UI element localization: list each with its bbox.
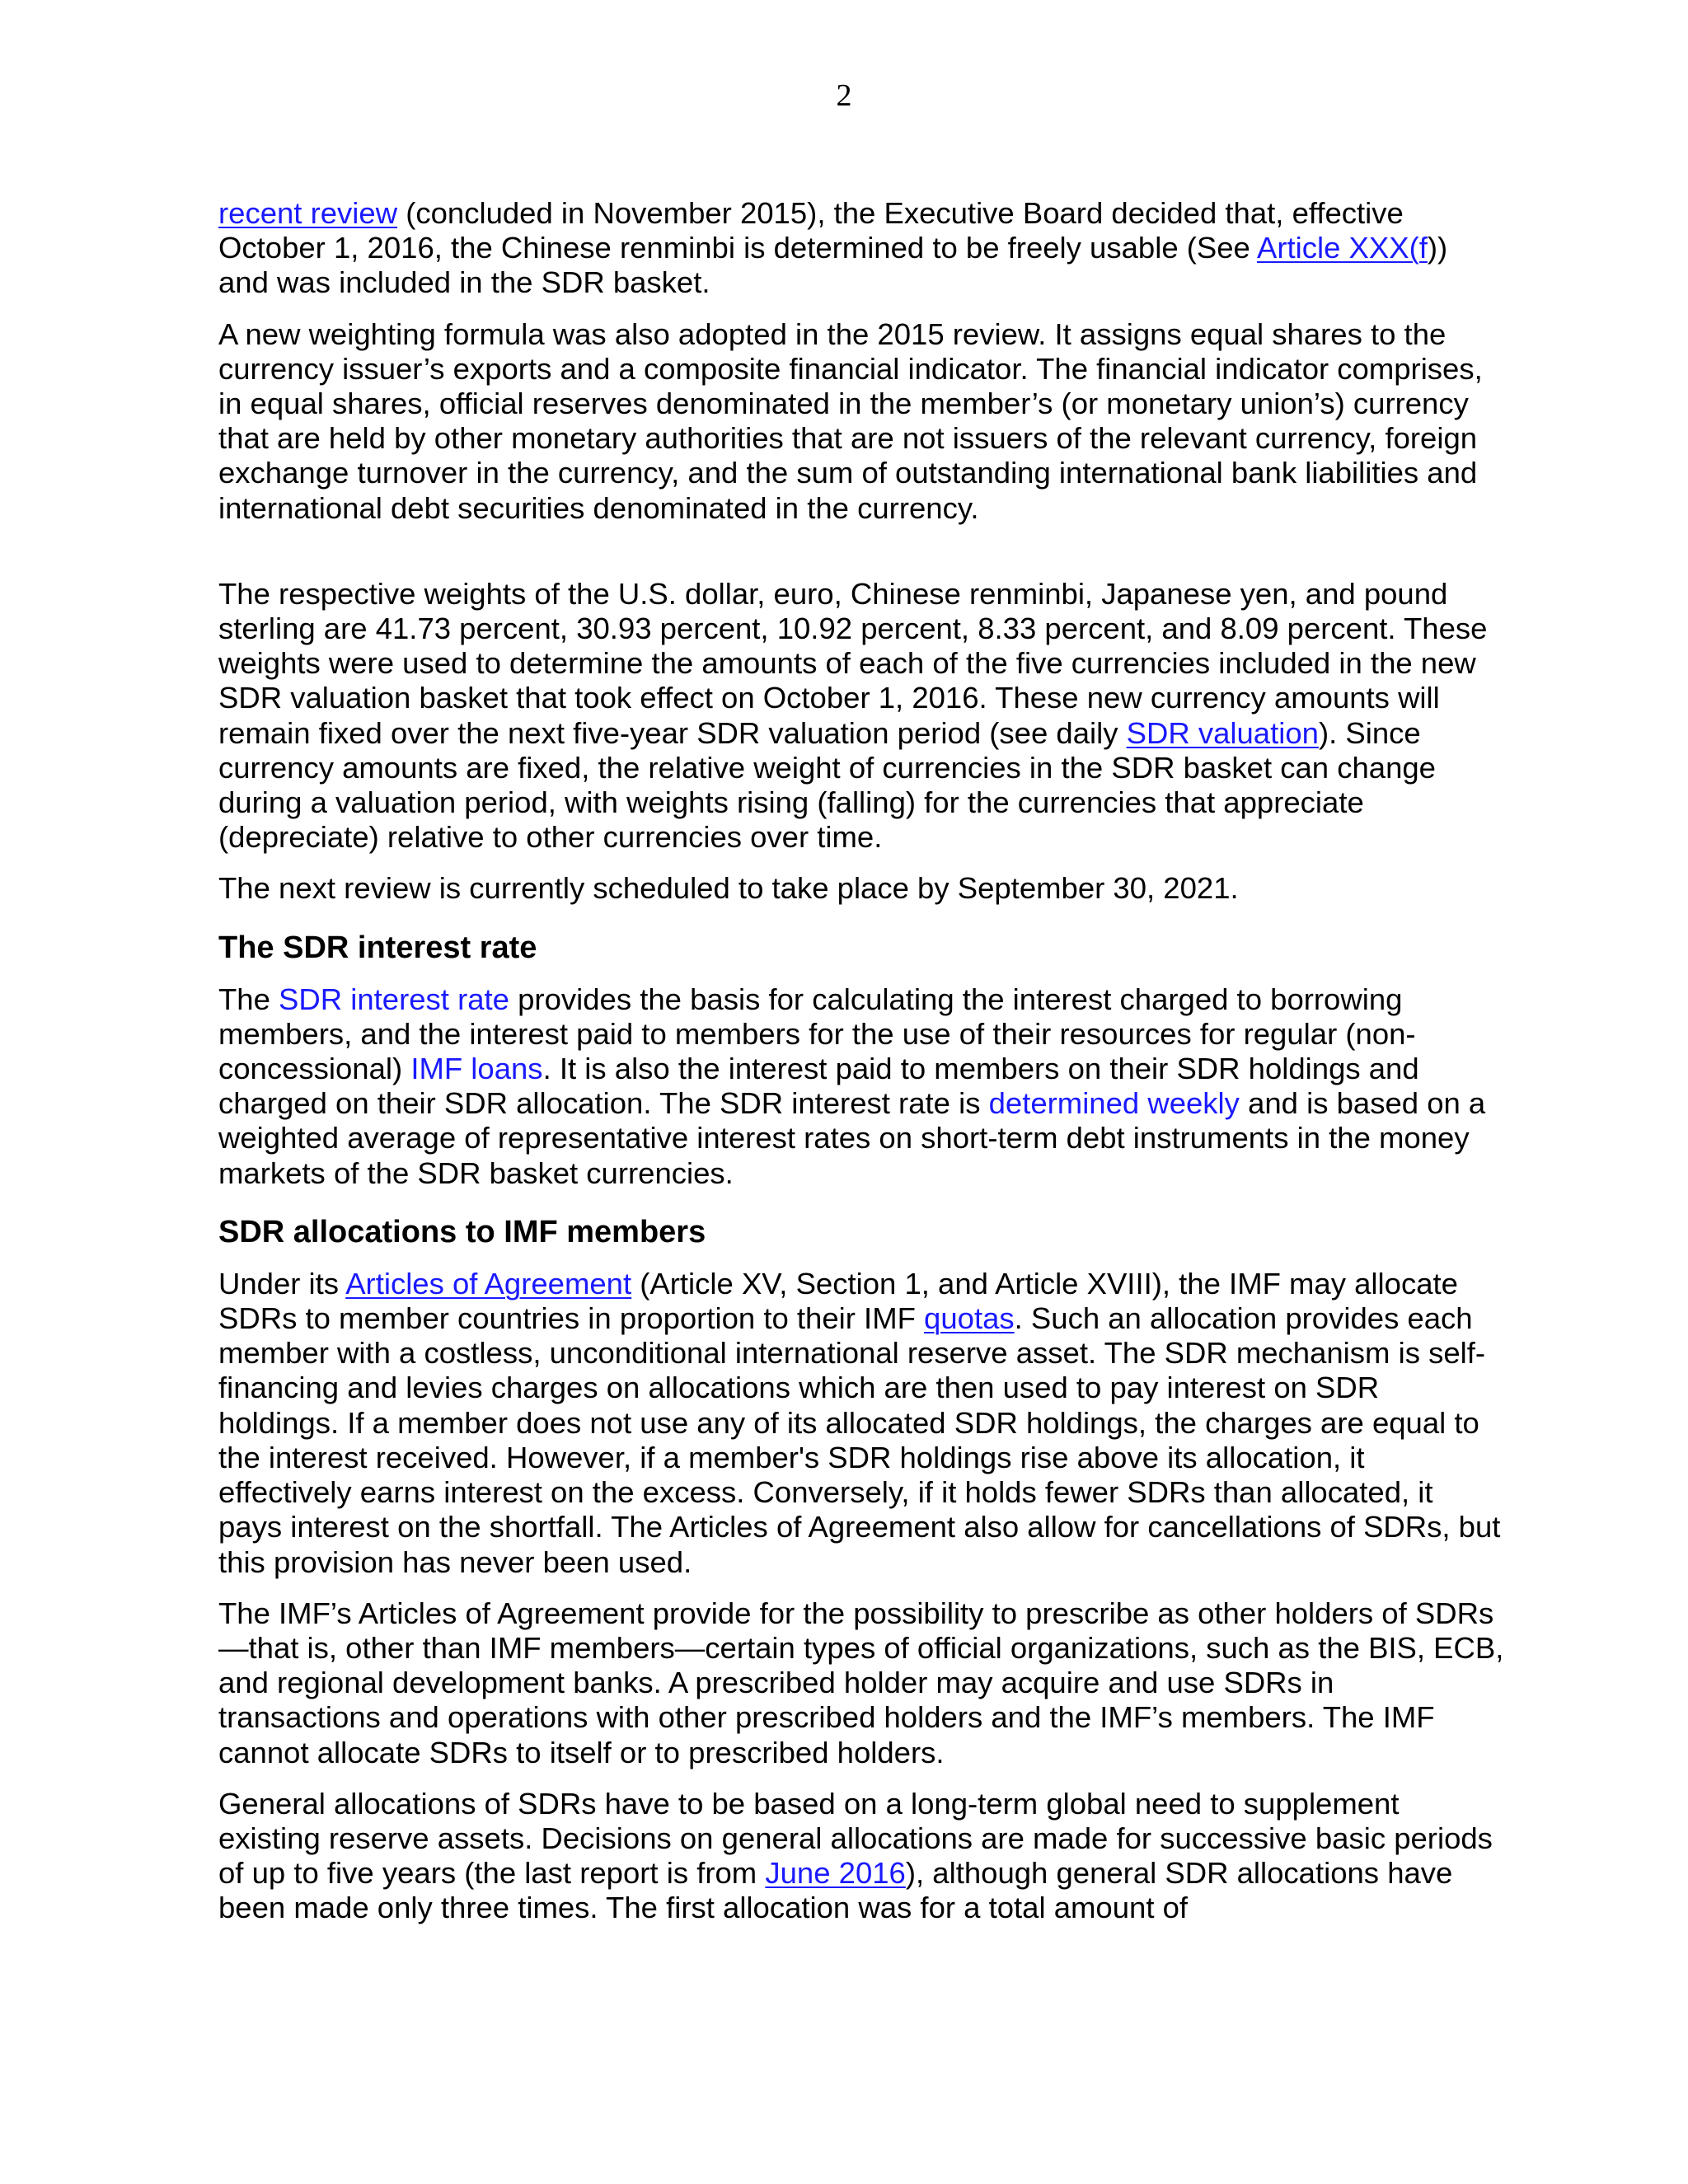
sdr-valuation-link[interactable]: SDR valuation bbox=[1126, 715, 1319, 750]
june-2016-link[interactable]: June 2016 bbox=[765, 1856, 906, 1891]
paragraph-renminbi-inclusion: recent review (concluded in November 2015), the Executive Board decided that, effective October 1, 2016, the Chinese renminbi is determined to be freely usable (See Article XXX(f)) and was included in the SDR basket. bbox=[218, 196, 1448, 300]
paragraph-general-allocations: General allocations of SDRs have to be based on a long-term global need to supplement existing reserve assets. Decisions on general allocations are made for successive basic periods of up to five years (the last report is from June 2016), although general SDR allocations have been made only three times. The first allocation was for a total amount of bbox=[218, 1786, 1493, 1925]
paragraph-prescribed-holders: The IMF’s Articles of Agreement provide for the possibility to prescribe as other holders of SDRs—that is, other than IMF members—certain types of official organizations, such as the BIS, ECB, and regional development banks. A prescribed holder may acquire and use SDRs in transactions and operations with other prescribed holders and the IMF’s members. The IMF cannot allocate SDRs to itself or to prescribed holders. bbox=[218, 1596, 1504, 1769]
paragraph-allocations: Under its Articles of Agreement (Article XV, Section 1, and Article XVIII), the IMF may allocate SDRs to member countries in proportion to their IMF quotas. Such an allocation provides each member with a costless, unconditional international reserve asset. The SDR mechanism is self-financing and levies charges on allocations which are then used to pay interest on SDR holdings. If a member does not use any of its allocated SDR holdings, the charges are equal to the interest received. However, if a member's SDR holdings rise above its allocation, it effectively earns interest on the excess. Conversely, if it holds fewer SDRs than allocated, it pays interest on the shortfall. The Articles of Agreement also allow for cancellations of SDRs, but this provision has never been used. bbox=[218, 1266, 1501, 1579]
page-number: 2 bbox=[836, 78, 852, 113]
article-xxx-f-link[interactable]: Article XXX(f bbox=[1256, 231, 1428, 265]
recent-review-link[interactable]: recent review bbox=[218, 196, 398, 230]
determined-weekly-link[interactable]: determined weekly bbox=[988, 1086, 1240, 1121]
paragraph-currency-weights: The respective weights of the U.S. dollar, euro, Chinese renminbi, Japanese yen, and pound sterling are 41.73 percent, 30.93 percent, 10.92 percent, 8.33 percent, and 8.09 percent. These weights were used to determine the amounts of each of the five currencies included in the new SDR valuation basket that took effect on October 1, 2016. These new currency amounts will remain fixed over the next five-year SDR valuation period (see daily SDR valuation). Since currency amounts are fixed, the relative weight of currencies in the SDR basket can change during a valuation period, with weights rising (falling) for the currencies that appreciate (depreciate) relative to other currencies over time. bbox=[218, 576, 1488, 855]
paragraph-weighting-formula: A new weighting formula was also adopted in the 2015 review. It assigns equal shares to the currency issuer’s exports and a composite financial indicator. The financial indicator comprises, in equal shares, official reserves denominated in the member’s (or monetary union’s) currency that are held by other monetary authorities that are not issuers of the relevant currency, foreign exchange turnover in the currency, and the sum of outstanding international bank liabilities and international debt securities denominated in the currency. bbox=[218, 316, 1483, 525]
quotas-link[interactable]: quotas bbox=[924, 1301, 1015, 1336]
sdr-interest-rate-link[interactable]: SDR interest rate bbox=[279, 982, 509, 1016]
paragraph-interest-rate: The SDR interest rate provides the basis for calculating the interest charged to borrowing members, and the interest paid to members for the use of their resources for regular (non-concessional) IMF loans. It is also the interest paid to members on their SDR holdings and charged on their SDR allocation. The SDR interest rate is determined weekly and is based on a weighted average of representative interest rates on short-term debt instruments in the money markets of the SDR basket currencies. bbox=[218, 982, 1486, 1190]
document-body bbox=[218, 196, 1504, 1926]
paragraph-next-review: The next review is currently scheduled to take place by September 30, 2021. bbox=[218, 871, 1239, 906]
imf-loans-link[interactable]: IMF loans bbox=[410, 1052, 543, 1086]
heading-sdr-interest-rate: The SDR interest rate bbox=[218, 930, 537, 965]
heading-sdr-allocations: SDR allocations to IMF members bbox=[218, 1214, 706, 1249]
articles-of-agreement-link[interactable]: Articles of Agreement bbox=[345, 1266, 632, 1301]
